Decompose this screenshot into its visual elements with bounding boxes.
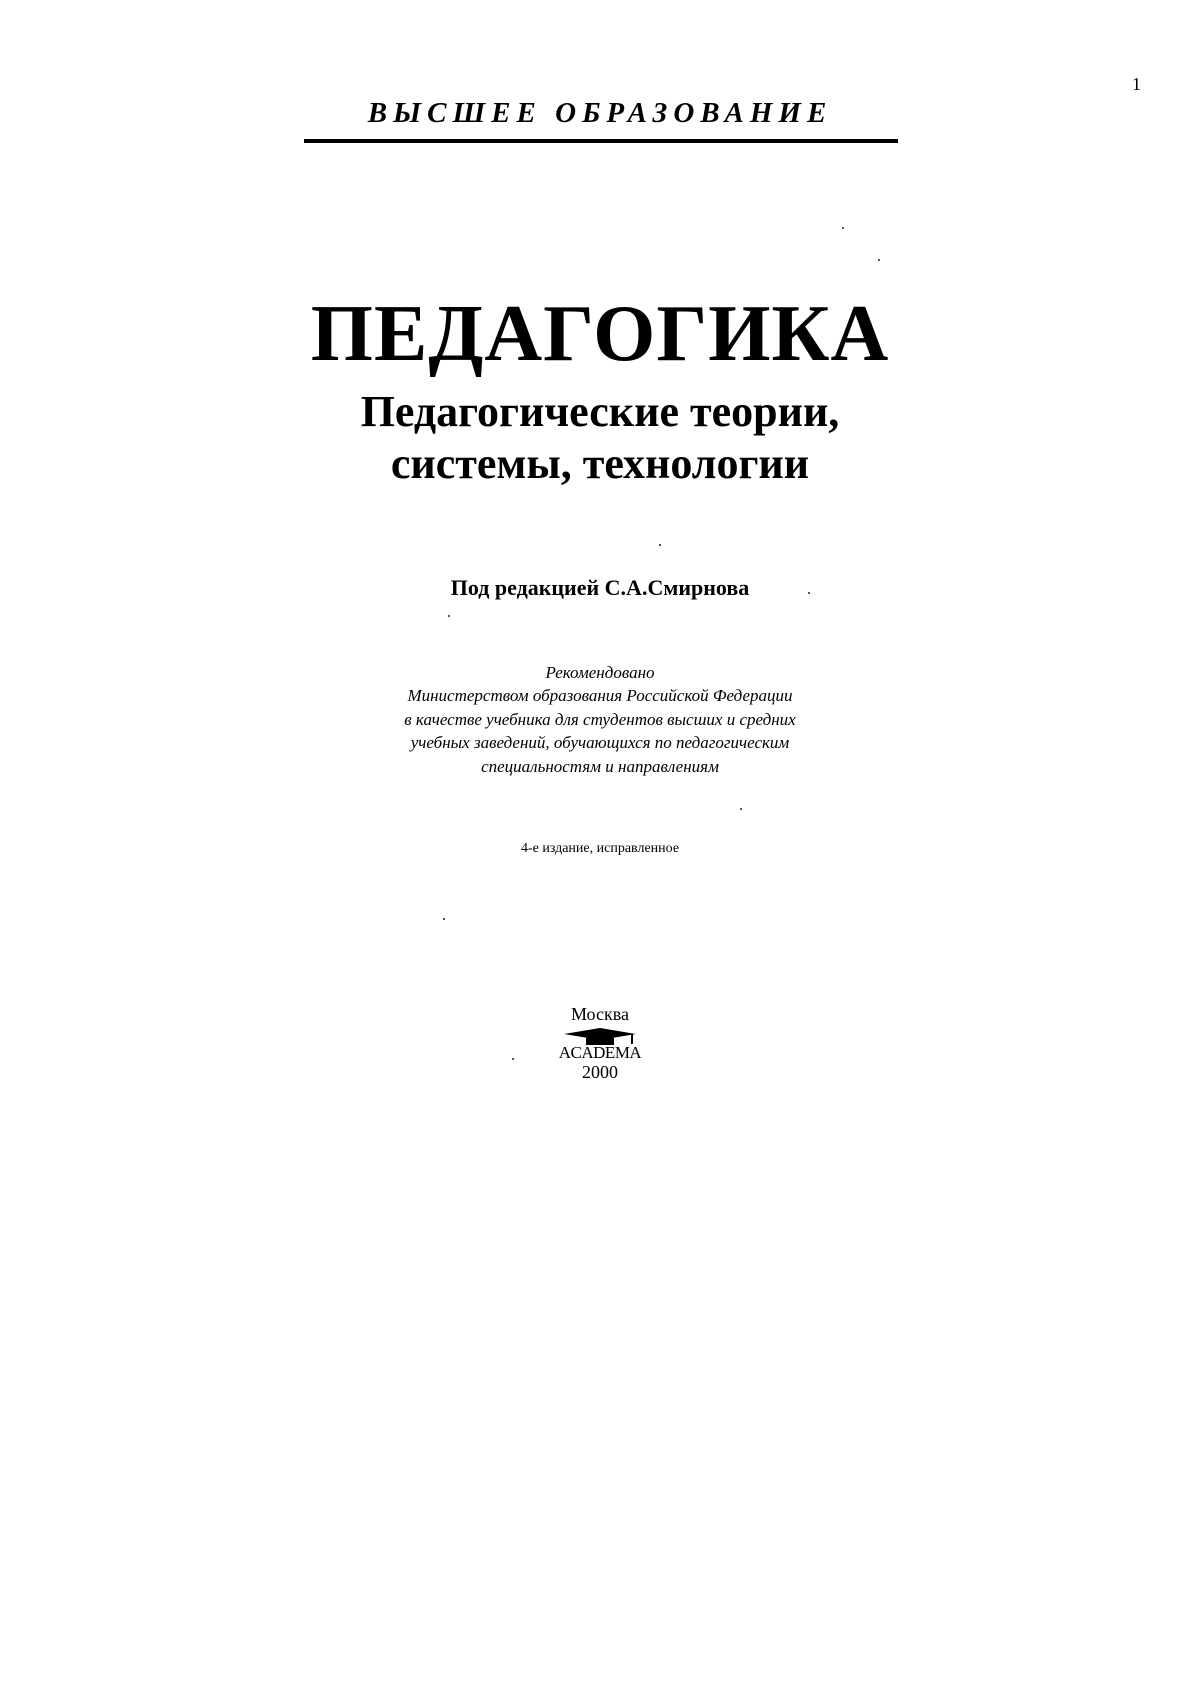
recommendation-line: учебных заведений, обучающихся по педагогическим	[410, 733, 790, 753]
book-subtitle	[250, 386, 950, 490]
scan-speck	[659, 544, 661, 546]
recommendation-line: Рекомендовано	[545, 663, 655, 682]
editor-credit: Под редакцией С.А.Смирнова	[450, 575, 750, 600]
scan-speck	[512, 1058, 514, 1060]
book-title: ПЕДАГОГИКА	[310, 290, 890, 378]
subtitle-line-2: системы, технологии	[390, 438, 810, 488]
imprint-year: 2000	[582, 1062, 618, 1083]
publisher-logo-text: ACADEMA	[558, 1042, 642, 1062]
edition-note: 4-е издание, исправленное	[520, 841, 680, 856]
scan-speck	[878, 259, 880, 261]
page-number: 1	[1132, 74, 1141, 94]
scan-speck	[808, 592, 810, 594]
ministry-recommendation	[320, 661, 880, 778]
imprint-city: Москва	[571, 1004, 629, 1024]
series-heading: ВЫСШЕЕ ОБРАЗОВАНИЕ	[367, 97, 833, 129]
scan-speck	[448, 615, 450, 617]
recommendation-line: специальностям и направлениям	[481, 756, 719, 776]
scan-speck	[842, 227, 844, 229]
subtitle-line-1: Педагогические теории,	[360, 387, 840, 436]
series-rule	[304, 139, 898, 143]
recommendation-line: Министерством образования Российской Федерации	[407, 686, 793, 706]
scan-speck	[740, 808, 742, 810]
scan-speck	[443, 918, 445, 920]
imprint	[500, 1004, 700, 1083]
recommendation-line: в качестве учебника для студентов высших и средних	[404, 709, 796, 729]
